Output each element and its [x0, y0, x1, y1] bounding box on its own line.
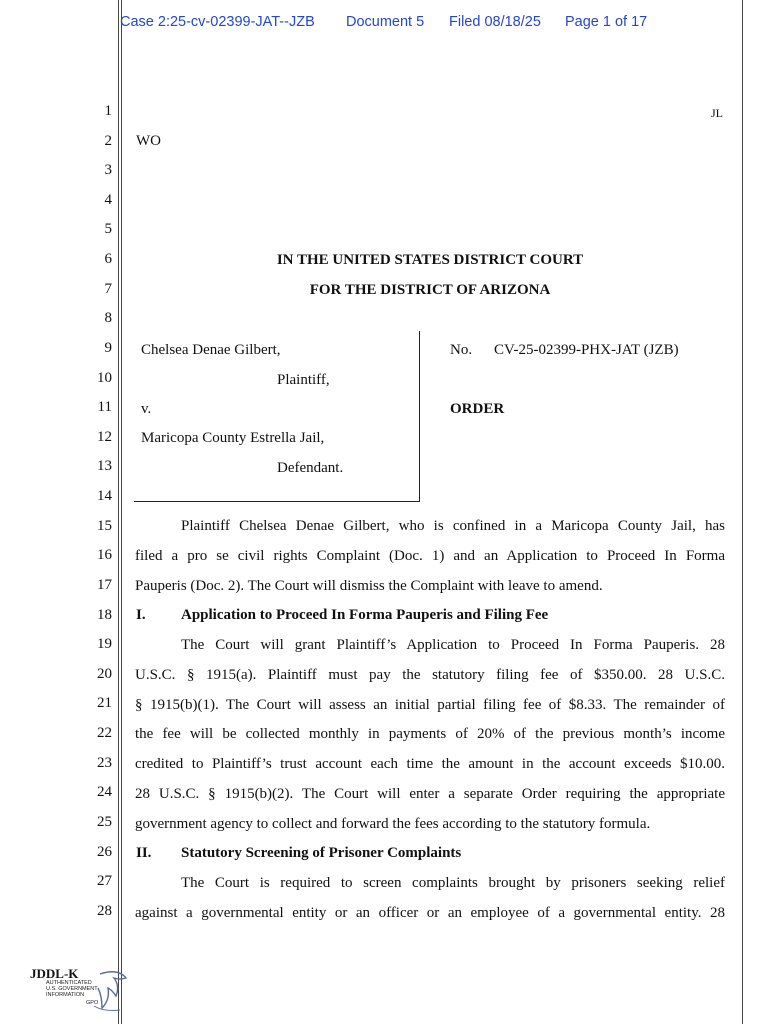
line-number: 28	[97, 902, 112, 919]
wo-mark: WO	[136, 133, 161, 149]
line-number: 4	[104, 191, 112, 208]
line-number: 23	[97, 754, 112, 771]
paragraph-line: against a governmental entity or an officer or an employee of a governmental entity. 28	[135, 905, 725, 921]
caption-divider-vertical	[419, 331, 420, 502]
gpo-authentication-seal	[30, 966, 130, 1018]
defendant-name: Maricopa County Estrella Jail,	[141, 430, 325, 446]
left-margin-rule-inner	[121, 0, 122, 1024]
line-number: 16	[97, 547, 112, 564]
section-heading: Application to Proceed In Forma Pauperis and Filing Fee	[181, 607, 549, 623]
versus: v.	[141, 401, 152, 417]
section-number: I.	[136, 607, 146, 623]
line-number: 15	[97, 517, 112, 534]
seal-line: U.S. GOVERNMENT	[46, 986, 98, 992]
line-number: 24	[97, 784, 112, 801]
header-document: Document 5	[346, 14, 425, 30]
seal-line: AUTHENTICATED	[46, 980, 92, 986]
line-number: 14	[97, 488, 112, 505]
plaintiff-label: Plaintiff,	[277, 372, 330, 388]
right-margin-rule	[742, 0, 743, 1024]
line-number: 18	[97, 606, 112, 623]
paragraph-line: Plaintiff Chelsea Denae Gilbert, who is confined in a Maricopa County Jail, has	[181, 518, 725, 534]
seal-line: INFORMATION	[46, 992, 85, 998]
left-margin-rule	[118, 0, 119, 1024]
line-number: 6	[104, 251, 112, 268]
paragraph-line: credited to Plaintiff’s trust account each time the amount in the account exceeds $10.00.	[135, 756, 725, 772]
line-number: 13	[97, 458, 112, 475]
line-number: 2	[104, 132, 112, 149]
line-number: 10	[97, 369, 112, 386]
case-number: CV-25-02399-PHX-JAT (JZB)	[494, 342, 679, 358]
caption-divider-horizontal	[134, 501, 420, 502]
order-title: ORDER	[450, 401, 505, 417]
line-number: 21	[97, 695, 112, 712]
defendant-label: Defendant.	[277, 460, 344, 476]
paragraph-line: the fee will be collected monthly in payments of 20% of the previous month’s income	[135, 726, 725, 742]
line-number: 3	[104, 162, 112, 179]
line-number: 27	[97, 873, 112, 890]
line-number: 11	[97, 399, 112, 416]
plaintiff-name: Chelsea Denae Gilbert,	[141, 342, 281, 358]
seal-line: GPO	[86, 1000, 99, 1006]
line-number: 8	[104, 310, 112, 327]
line-number: 5	[104, 221, 112, 238]
paragraph-line: § 1915(b)(1). The Court will assess an initial partial filing fee of $8.33. The remainder of	[135, 697, 725, 713]
line-number: 22	[97, 725, 112, 742]
line-number: 20	[97, 665, 112, 682]
header-filed-date: Filed 08/18/25	[449, 14, 541, 30]
paragraph-line: U.S.C. § 1915(a). Plaintiff must pay the statutory filing fee of $350.00. 28 U.S.C.	[135, 667, 725, 683]
paragraph-line: filed a pro se civil rights Complaint (Doc. 1) and an Application to Proceed In Forma	[135, 548, 725, 564]
line-number: 17	[97, 576, 112, 593]
line-number: 7	[104, 280, 112, 297]
header-case-number: Case 2:25-cv-02399-JAT--JZB	[120, 14, 315, 30]
corner-initials: JL	[711, 106, 723, 120]
paragraph-line: government agency to collect and forward the fees according to the statutory formula.	[135, 816, 651, 832]
case-number-label: No.	[450, 342, 473, 358]
line-number: 9	[104, 339, 112, 356]
header-page-count: Page 1 of 17	[565, 14, 648, 30]
line-number: 12	[97, 428, 112, 445]
line-number: 25	[97, 813, 112, 830]
court-name-line1: IN THE UNITED STATES DISTRICT COURT	[276, 252, 584, 268]
court-name-line2: FOR THE DISTRICT OF ARIZONA	[309, 282, 551, 298]
eagle-emblem-icon	[90, 966, 130, 1018]
paragraph-line: The Court is required to screen complaints brought by prisoners seeking relief	[181, 875, 725, 891]
paragraph-line: 28 U.S.C. § 1915(b)(2). The Court will enter a separate Order requiring the appropriate	[135, 786, 725, 802]
paragraph-line: Pauperis (Doc. 2). The Court will dismiss the Complaint with leave to amend.	[135, 578, 603, 594]
line-number: 1	[104, 103, 112, 119]
paragraph-line: The Court will grant Plaintiff’s Application to Proceed In Forma Pauperis. 28	[181, 637, 725, 653]
section-heading: Statutory Screening of Prisoner Complaints	[181, 845, 462, 861]
section-number: II.	[136, 845, 152, 861]
line-number: 19	[97, 636, 112, 653]
seal-title: JDDL-K	[30, 966, 79, 981]
line-number: 26	[97, 843, 112, 860]
